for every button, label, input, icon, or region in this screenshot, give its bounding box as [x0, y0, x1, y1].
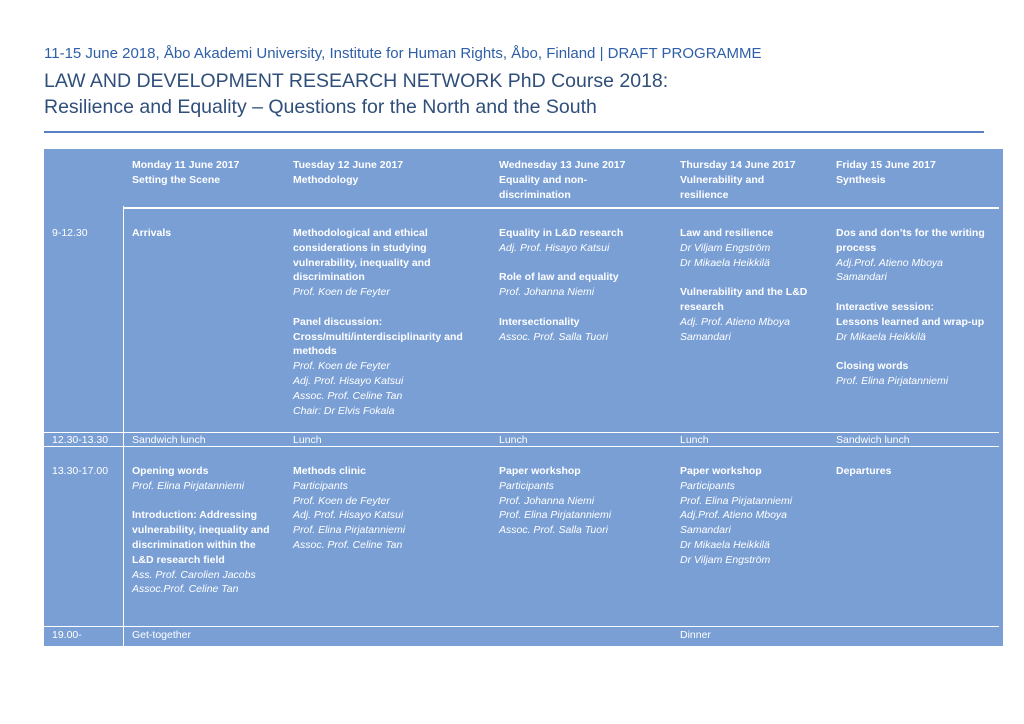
day-theme: Synthesis: [836, 173, 886, 186]
session-title: Introduction: Addressing: [132, 509, 258, 522]
header-divider: [44, 131, 984, 133]
document-header: [44, 44, 984, 120]
day-date: Tuesday 12 June 2017: [293, 159, 404, 171]
speaker: Prof. Koen de Feyter: [293, 494, 390, 507]
session-title: Opening words: [132, 465, 209, 477]
day-theme: Methodology: [293, 173, 359, 186]
speaker: Prof. Koen de Feyter: [293, 286, 390, 299]
day-header-wednesday: [491, 158, 672, 202]
session-thursday-afternoon: [672, 464, 828, 568]
session-title: considerations in studying: [293, 241, 427, 254]
speaker: Adj. Prof. Atieno Mboya: [680, 315, 790, 328]
time-slot-evening: 19.00-: [52, 629, 82, 641]
speaker: Adj. Prof. Hisayo Katsui: [293, 374, 404, 387]
speaker: Assoc.Prof. Celine Tan: [132, 583, 239, 596]
speaker: Samandari: [680, 330, 731, 343]
session-monday-morning: [124, 226, 284, 241]
session-title: Interactive session:: [836, 300, 935, 313]
session-wednesday-morning: [491, 226, 672, 344]
session-title: discrimination within the: [132, 538, 256, 551]
day-date: Wednesday 13 June 2017: [499, 159, 626, 171]
evening-monday: Get-together: [132, 629, 191, 641]
time-slot-morning: 9-12.30: [52, 227, 88, 239]
day-date: Monday 11 June 2017: [132, 159, 240, 171]
session-title: Closing words: [836, 360, 909, 373]
session-monday-afternoon: [124, 464, 284, 597]
speaker: Prof. Johanna Niemi: [499, 286, 595, 299]
speaker: Ass. Prof. Carolien Jacobs: [132, 568, 256, 581]
session-title: Dos and don’ts for the writing: [836, 227, 985, 239]
header-row-divider: [123, 207, 999, 209]
speaker: Dr Mikaela Heikkilä: [680, 256, 770, 269]
session-title: Law and resilience: [680, 227, 774, 239]
session-wednesday-afternoon: [491, 464, 672, 538]
row-divider-evening: [44, 626, 999, 627]
lunch-thursday: Lunch: [680, 434, 709, 446]
speaker: Adj.Prof. Atieno Mboya: [836, 256, 943, 269]
session-title: Lessons learned and wrap-up: [836, 315, 985, 328]
speaker: Prof. Elina Pirjatanniemi: [499, 509, 612, 522]
day-theme: resilience: [680, 188, 729, 201]
session-title: Paper workshop: [499, 465, 581, 477]
session-title: Methods clinic: [293, 465, 366, 477]
programme-subtitle: 11-15 June 2018, Åbo Akademi University, Institute for Human Rights, Åbo, Finland | DRAFT PROGRAMME: [44, 45, 762, 62]
lunch-tuesday: Lunch: [293, 434, 322, 446]
session-title: Cross/multi/interdisciplinarity and: [293, 330, 463, 343]
session-title: Vulnerability and the L&D: [680, 286, 808, 299]
evening-thursday: Dinner: [680, 629, 711, 641]
session-title: Panel discussion:: [293, 315, 383, 328]
speaker: Samandari: [680, 524, 731, 537]
session-tuesday-morning: [285, 226, 491, 418]
speaker: Samandari: [836, 271, 887, 284]
speaker: Prof. Elina Pirjatanniemi: [132, 479, 245, 492]
session-title: vulnerability, inequality and: [132, 524, 270, 537]
speaker: Prof. Elina Pirjatanniemi: [836, 374, 949, 387]
session-friday-afternoon: [828, 464, 1000, 479]
speaker: Assoc. Prof. Salla Tuori: [499, 524, 608, 537]
day-date: Friday 15 June 2017: [836, 159, 936, 171]
speaker: Prof. Johanna Niemi: [499, 494, 595, 507]
speaker: Dr Mikaela Heikkilä: [680, 538, 770, 551]
lunch-monday: Sandwich lunch: [132, 434, 206, 446]
speaker: Participants: [680, 479, 735, 492]
speaker: Dr Viljam Engström: [680, 241, 771, 254]
speaker: Assoc. Prof. Celine Tan: [293, 389, 403, 402]
programme-table: [44, 149, 1003, 646]
speaker: Assoc. Prof. Salla Tuori: [499, 330, 608, 343]
session-title: research: [680, 300, 724, 313]
speaker: Participants: [499, 479, 554, 492]
session-title: Arrivals: [132, 227, 172, 239]
day-header-thursday: [672, 158, 828, 202]
session-tuesday-afternoon: [285, 464, 491, 553]
day-theme: discrimination: [499, 188, 571, 201]
session-title: L&D research field: [132, 553, 225, 566]
day-date: Thursday 14 June 2017: [680, 159, 796, 171]
day-theme: Equality and non-: [499, 173, 588, 186]
session-title: Role of law and equality: [499, 271, 619, 284]
lunch-friday: Sandwich lunch: [836, 434, 910, 446]
session-title: discrimination: [293, 271, 365, 284]
session-title: Departures: [836, 465, 892, 477]
day-header-friday: [828, 158, 1000, 188]
course-title-line-1: LAW AND DEVELOPMENT RESEARCH NETWORK PhD Course 2018:: [44, 70, 669, 92]
session-title: vulnerability, inequality and: [293, 256, 431, 269]
speaker: Chair: Dr Elvis Fokala: [293, 404, 395, 417]
course-title-line-2: Resilience and Equality – Questions for the North and the South: [44, 96, 597, 118]
lunch-wednesday: Lunch: [499, 434, 528, 446]
speaker: Prof. Elina Pirjatanniemi: [680, 494, 793, 507]
session-title: Intersectionality: [499, 315, 580, 328]
day-theme: Vulnerability and: [680, 173, 765, 186]
speaker: Assoc. Prof. Celine Tan: [293, 538, 403, 551]
session-thursday-morning: [672, 226, 828, 344]
speaker: Dr Viljam Engström: [680, 553, 771, 566]
session-title: process: [836, 241, 877, 254]
session-title: methods: [293, 345, 337, 358]
day-header-monday: [124, 158, 284, 188]
session-title: Paper workshop: [680, 465, 762, 477]
speaker: Adj.Prof. Atieno Mboya: [680, 509, 787, 522]
time-slot-lunch: 12.30-13.30: [52, 434, 109, 446]
speaker: Prof. Koen de Feyter: [293, 360, 390, 373]
speaker: Adj. Prof. Hisayo Katsui: [293, 509, 404, 522]
session-title: Equality in L&D research: [499, 227, 624, 239]
speaker: Adj. Prof. Hisayo Katsui: [499, 241, 610, 254]
speaker: Participants: [293, 479, 348, 492]
day-theme: Setting the Scene: [132, 173, 221, 186]
time-slot-afternoon: 13.30-17.00: [52, 465, 109, 477]
session-title: Methodological and ethical: [293, 227, 428, 239]
day-header-tuesday: [285, 158, 491, 188]
speaker: Dr Mikaela Heikkilä: [836, 330, 926, 343]
session-friday-morning: [828, 226, 1000, 389]
speaker: Prof. Elina Pirjatanniemi: [293, 524, 406, 537]
